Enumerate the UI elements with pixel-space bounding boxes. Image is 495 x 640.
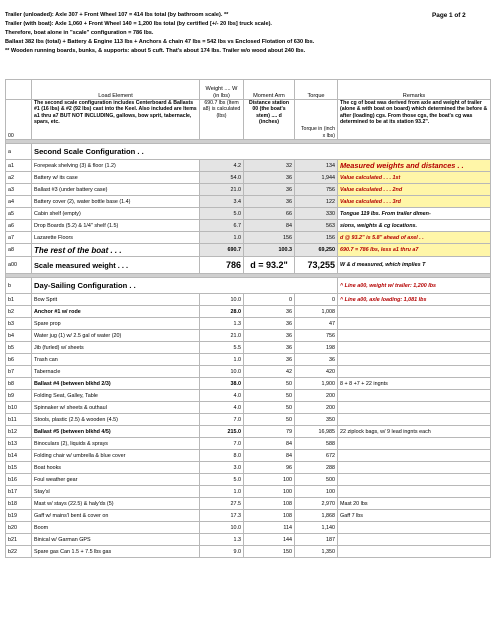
torque-cell: 288 (295, 462, 338, 474)
weight-cell: 4.0 (200, 402, 244, 414)
weight-cell: 28.0 (200, 306, 244, 318)
torque-cell: 1,944 (295, 172, 338, 184)
row-id: a3 (6, 184, 32, 196)
header-line-3: Therefore, boat alone in "scale" configuration = 786 lbs. (5, 30, 154, 36)
load-element-cell: Forepeak shelving (3) & floor (1.2) (32, 160, 200, 172)
weight-cell: 7.0 (200, 438, 244, 450)
load-element-cell: Boom (32, 522, 200, 534)
weight-cell: 1.0 (200, 232, 244, 244)
weight-cell: 10.0 (200, 522, 244, 534)
section-label: Second Scale Configuration . . (32, 144, 491, 160)
moment-arm-cell: 144 (244, 534, 295, 546)
moment-arm-cell: 50 (244, 414, 295, 426)
moment-arm-cell: 100.3 (244, 244, 295, 257)
weight-cell: 6.7 (200, 220, 244, 232)
moment-arm-cell: 84 (244, 450, 295, 462)
table-row (6, 486, 491, 498)
row-id: b5 (6, 342, 32, 354)
remarks-cell (338, 342, 491, 354)
remarks-cell (338, 366, 491, 378)
moment-arm-cell: 156 (244, 232, 295, 244)
remarks-cell (338, 414, 491, 426)
torque-cell: 1,008 (295, 306, 338, 318)
load-element-cell: Stools, plastic (2.5) & wooden (4.5) (32, 414, 200, 426)
table-row (6, 184, 491, 196)
remarks-cell: 8 + 8 +7 + 22 ingnts (338, 378, 491, 390)
load-element-cell: Ballast #5 (between blkhd 4/5) (32, 426, 200, 438)
moment-arm-cell: 36 (244, 306, 295, 318)
torque-cell: 198 (295, 342, 338, 354)
moment-arm-cell: 108 (244, 498, 295, 510)
table-row (6, 220, 491, 232)
weight-cell: 10.0 (200, 366, 244, 378)
torque-cell: 16,985 (295, 426, 338, 438)
remarks-cell: Gaff 7 lbs (338, 510, 491, 522)
remarks-cell (338, 450, 491, 462)
moment-arm-cell: d = 93.2" (244, 257, 295, 274)
load-element-cell: Trash can (32, 354, 200, 366)
load-element-cell: Anchor #1 w/ rode (32, 306, 200, 318)
remarks-cell: Value calculated . . . 3rd (338, 196, 491, 208)
description-remarks: The cg of boat was derived from axle and weight of trailer (alone & with boat on board) which determined the before & after (loading) cgs. From those cgs, the boat's cg was determined to be at its station 93.2". (338, 100, 491, 140)
remarks-cell: Value calculated . . . 2nd (338, 184, 491, 196)
load-element-cell: Lazarette Floors (32, 232, 200, 244)
remarks-cell: Tongue 119 lbs. From trailer dimen- (338, 208, 491, 220)
load-element-cell: Spare prop (32, 318, 200, 330)
description-element: The second scale configuration includes Centerboard & Ballasts #1 (16 lbs) & #2 (92 lbs) cast into the Keel. Also included are Items a1 thru a7 BUT NOT INCLUDING, gallows, bow sprit, tabernacle, spars, etc. (32, 100, 200, 140)
row-id: b2 (6, 306, 32, 318)
torque-cell: 1,868 (295, 510, 338, 522)
torque-cell: 330 (295, 208, 338, 220)
torque-cell: 200 (295, 390, 338, 402)
remarks-cell (338, 330, 491, 342)
torque-cell: 672 (295, 450, 338, 462)
remarks-cell: Mast 20 lbs (338, 498, 491, 510)
header-line-2: Trailer (with boat): Axle 1,060 + Front Wheel 140 = 1,200 lbs total (by certified [+/- 20 lbs] truck scale). (5, 21, 272, 27)
row-id: b18 (6, 498, 32, 510)
moment-arm-cell: 50 (244, 378, 295, 390)
remarks-cell (338, 546, 491, 558)
row-id: b22 (6, 546, 32, 558)
page-number: Page 1 of 2 (432, 12, 466, 19)
description-moment-arm: Distance station 00 (the boat's stem) .... d (inches) (244, 100, 295, 140)
table-row (6, 450, 491, 462)
table-row (6, 534, 491, 546)
moment-arm-cell: 50 (244, 390, 295, 402)
remarks-cell (338, 486, 491, 498)
remarks-cell (338, 354, 491, 366)
row-id: b9 (6, 390, 32, 402)
moment-arm-cell: 36 (244, 330, 295, 342)
weight-cell: 1.0 (200, 354, 244, 366)
torque-cell: 1,140 (295, 522, 338, 534)
row-id: a00 (6, 257, 32, 274)
remarks-cell (338, 318, 491, 330)
table-row (6, 354, 491, 366)
table-row (6, 498, 491, 510)
weight-cell: 1.0 (200, 486, 244, 498)
remarks-cell: ^ Line a00, weight w/ trailer: 1,200 lbs (338, 278, 491, 294)
remarks-cell (338, 534, 491, 546)
weight-cell: 54.0 (200, 172, 244, 184)
moment-arm-cell: 0 (244, 294, 295, 306)
table-row (6, 390, 491, 402)
load-element-cell: Tabernacle (32, 366, 200, 378)
table-row (6, 378, 491, 390)
column-header-moment-arm: Moment Arm (244, 80, 295, 100)
row-id: a2 (6, 172, 32, 184)
load-element-cell: Drop Boards (5.2) & 1/4" shelf (1.5) (32, 220, 200, 232)
row-id: a5 (6, 208, 32, 220)
torque-cell: 2,970 (295, 498, 338, 510)
row-id: a1 (6, 160, 32, 172)
row-id: a (6, 144, 32, 160)
remarks-cell: sions, weights & cg locations. (338, 220, 491, 232)
torque-cell: 1,900 (295, 378, 338, 390)
load-element-cell: Mast w/ stays (22.5) & haly'ds (5) (32, 498, 200, 510)
weight-cell: 4.2 (200, 160, 244, 172)
torque-cell: 134 (295, 160, 338, 172)
torque-cell: 588 (295, 438, 338, 450)
moment-arm-cell: 84 (244, 220, 295, 232)
torque-cell: 69,250 (295, 244, 338, 257)
table-row (6, 426, 491, 438)
column-header-remarks: Remarks (338, 80, 491, 100)
torque-cell: 1,350 (295, 546, 338, 558)
row-id: b7 (6, 366, 32, 378)
remarks-cell (338, 402, 491, 414)
section-header-b (6, 278, 491, 294)
moment-arm-cell: 66 (244, 208, 295, 220)
moment-arm-cell: 79 (244, 426, 295, 438)
load-element-cell: Binoculars (2), liquids & sprays (32, 438, 200, 450)
moment-arm-cell: 96 (244, 462, 295, 474)
table-row (6, 522, 491, 534)
moment-arm-cell: 36 (244, 172, 295, 184)
table-row (6, 474, 491, 486)
load-element-cell: Battery cover (2), water bottle base (1.4) (32, 196, 200, 208)
weight-cell: 21.0 (200, 330, 244, 342)
torque-cell: 350 (295, 414, 338, 426)
torque-cell: 47 (295, 318, 338, 330)
weight-cell: 5.0 (200, 474, 244, 486)
column-header-weight: Weight .... W (in lbs) (200, 80, 244, 100)
weight-cell: 690.7 (200, 244, 244, 257)
moment-arm-cell: 114 (244, 522, 295, 534)
row-id: b19 (6, 510, 32, 522)
description-torque: Torque in (inch x lbs) (295, 100, 338, 140)
description-row (6, 100, 491, 140)
row-id: a8 (6, 244, 32, 257)
load-element-cell: Scale measured weight . . . (32, 257, 200, 274)
table-row (6, 318, 491, 330)
description-weight: 690.7 lbs (Item a8) is calculated (lbs) (200, 100, 244, 140)
load-element-cell: Folding Seat, Galley, Table (32, 390, 200, 402)
row-id: b20 (6, 522, 32, 534)
table-row (6, 244, 491, 257)
load-element-cell: Ballast #4 (between blkhd 2/3) (32, 378, 200, 390)
remarks-cell (338, 474, 491, 486)
table-row (6, 510, 491, 522)
table-row (6, 208, 491, 220)
table-row (6, 366, 491, 378)
weight-cell: 3.4 (200, 196, 244, 208)
load-element-cell: The rest of the boat . . . (32, 244, 200, 257)
row-id: b21 (6, 534, 32, 546)
weight-cell: 1.3 (200, 318, 244, 330)
torque-cell: 73,255 (295, 257, 338, 274)
remarks-cell: d @ 93.2" is 5.8" ahead of axel . . (338, 232, 491, 244)
load-element-cell: Spinnaker w/ sheets & outhaul (32, 402, 200, 414)
remarks-cell: Measured weights and distances . . (338, 160, 491, 172)
weight-balance-table (5, 79, 491, 558)
table-row (6, 414, 491, 426)
remarks-cell: W & d measured, which implies T (338, 257, 491, 274)
remarks-cell (338, 390, 491, 402)
column-header-torque: Torque (295, 80, 338, 100)
column-header-id (6, 80, 32, 100)
moment-arm-cell: 36 (244, 318, 295, 330)
weight-cell: 10.0 (200, 294, 244, 306)
table-row (6, 402, 491, 414)
header-line-5: ** Wooden running boards, bunks, & supports: about 5 cuft. That's about 174 lbs. Trailer w/o wood about 240 lbs. (5, 48, 306, 54)
moment-arm-cell: 36 (244, 184, 295, 196)
torque-cell: 756 (295, 184, 338, 196)
table-row (6, 330, 491, 342)
row-id: b15 (6, 462, 32, 474)
row-id: b6 (6, 354, 32, 366)
weight-cell: 9.0 (200, 546, 244, 558)
torque-cell: 122 (295, 196, 338, 208)
row-id: b8 (6, 378, 32, 390)
weight-cell: 38.0 (200, 378, 244, 390)
row-id: b (6, 278, 32, 294)
load-element-cell: Water jug (1) w/ 2.5 gal of water (20) (32, 330, 200, 342)
row-id: b13 (6, 438, 32, 450)
torque-cell: 420 (295, 366, 338, 378)
moment-arm-cell: 36 (244, 354, 295, 366)
column-header-load-element: Load Element (32, 80, 200, 100)
load-element-cell: Spare gas Can 1.5 + 7.5 lbs gas (32, 546, 200, 558)
moment-arm-cell: 36 (244, 196, 295, 208)
remarks-cell (338, 522, 491, 534)
load-element-cell: Bow Sprit (32, 294, 200, 306)
remarks-cell (338, 306, 491, 318)
torque-cell: 0 (295, 294, 338, 306)
load-element-cell: Binical w/ Garman GPS (32, 534, 200, 546)
load-element-cell: Ballast #3 (under battery case) (32, 184, 200, 196)
moment-arm-cell: 108 (244, 510, 295, 522)
table-row (6, 546, 491, 558)
table-row (6, 232, 491, 244)
moment-arm-cell: 42 (244, 366, 295, 378)
weight-cell: 8.0 (200, 450, 244, 462)
torque-cell: 100 (295, 486, 338, 498)
weight-cell: 5.5 (200, 342, 244, 354)
row-id: b3 (6, 318, 32, 330)
row-id: a4 (6, 196, 32, 208)
load-element-cell: Stay'sl (32, 486, 200, 498)
weight-cell: 3.0 (200, 462, 244, 474)
section-header-a (6, 144, 491, 160)
moment-arm-cell: 100 (244, 486, 295, 498)
load-element-cell: Cabin shelf (empty) (32, 208, 200, 220)
load-element-cell: Gaff w/ mains'l bent & cover on (32, 510, 200, 522)
remarks-cell: ^ Line a00, axle loading: 1,081 lbs (338, 294, 491, 306)
weight-cell: 4.0 (200, 390, 244, 402)
remarks-cell: 22 ziplock bags, w/ 9 lead ingnts each (338, 426, 491, 438)
load-element-cell: Jib (furled) w/ sheets (32, 342, 200, 354)
weight-cell: 786 (200, 257, 244, 274)
torque-cell: 500 (295, 474, 338, 486)
moment-arm-cell: 100 (244, 474, 295, 486)
weight-cell: 17.3 (200, 510, 244, 522)
row-id: b1 (6, 294, 32, 306)
load-element-cell: Battery w/ its case (32, 172, 200, 184)
total-row-a00 (6, 257, 491, 274)
torque-cell: 187 (295, 534, 338, 546)
table-row (6, 196, 491, 208)
torque-cell: 563 (295, 220, 338, 232)
weight-cell: 27.5 (200, 498, 244, 510)
moment-arm-cell: 50 (244, 402, 295, 414)
remarks-cell: 690.7 = 786 lbs, less a1 thru a7 (338, 244, 491, 257)
header-line-4: Ballast 382 lbs (total) + Battery & Engine 113 lbs + Anchors & chain 47 lbs = 542 lbs vs Enclosed Flotation of 630 lbs. (5, 39, 315, 45)
row-id: a7 (6, 232, 32, 244)
row-id: b17 (6, 486, 32, 498)
remarks-cell (338, 438, 491, 450)
torque-cell: 156 (295, 232, 338, 244)
load-element-cell: Folding chair w/ umbrella & blue cover (32, 450, 200, 462)
weight-cell: 215.0 (200, 426, 244, 438)
table-row (6, 462, 491, 474)
row-id: 00 (6, 100, 32, 140)
row-id: b11 (6, 414, 32, 426)
weight-cell: 21.0 (200, 184, 244, 196)
row-id: a6 (6, 220, 32, 232)
table-row (6, 342, 491, 354)
moment-arm-cell: 32 (244, 160, 295, 172)
row-id: b16 (6, 474, 32, 486)
row-id: b12 (6, 426, 32, 438)
remarks-cell (338, 462, 491, 474)
torque-cell: 756 (295, 330, 338, 342)
torque-cell: 200 (295, 402, 338, 414)
column-header-row (6, 80, 491, 100)
weight-cell: 7.0 (200, 414, 244, 426)
weight-cell: 1.3 (200, 534, 244, 546)
moment-arm-cell: 150 (244, 546, 295, 558)
load-element-cell: Foul weather gear (32, 474, 200, 486)
moment-arm-cell: 84 (244, 438, 295, 450)
table-row (6, 160, 491, 172)
moment-arm-cell: 36 (244, 342, 295, 354)
torque-cell: 36 (295, 354, 338, 366)
section-label: Day-Sailing Configuration . . (32, 278, 338, 294)
table-row (6, 172, 491, 184)
row-id: b4 (6, 330, 32, 342)
table-row (6, 294, 491, 306)
remarks-cell: Value calculated . . . 1st (338, 172, 491, 184)
header-line-1: Trailer (unloaded): Axle 307 + Front Wheel 107 = 414 lbs total (by bathroom scale). ** (5, 12, 229, 18)
table-row (6, 438, 491, 450)
row-id: b14 (6, 450, 32, 462)
load-element-cell: Boat hooks (32, 462, 200, 474)
table-row (6, 306, 491, 318)
row-id: b10 (6, 402, 32, 414)
weight-cell: 5.0 (200, 208, 244, 220)
